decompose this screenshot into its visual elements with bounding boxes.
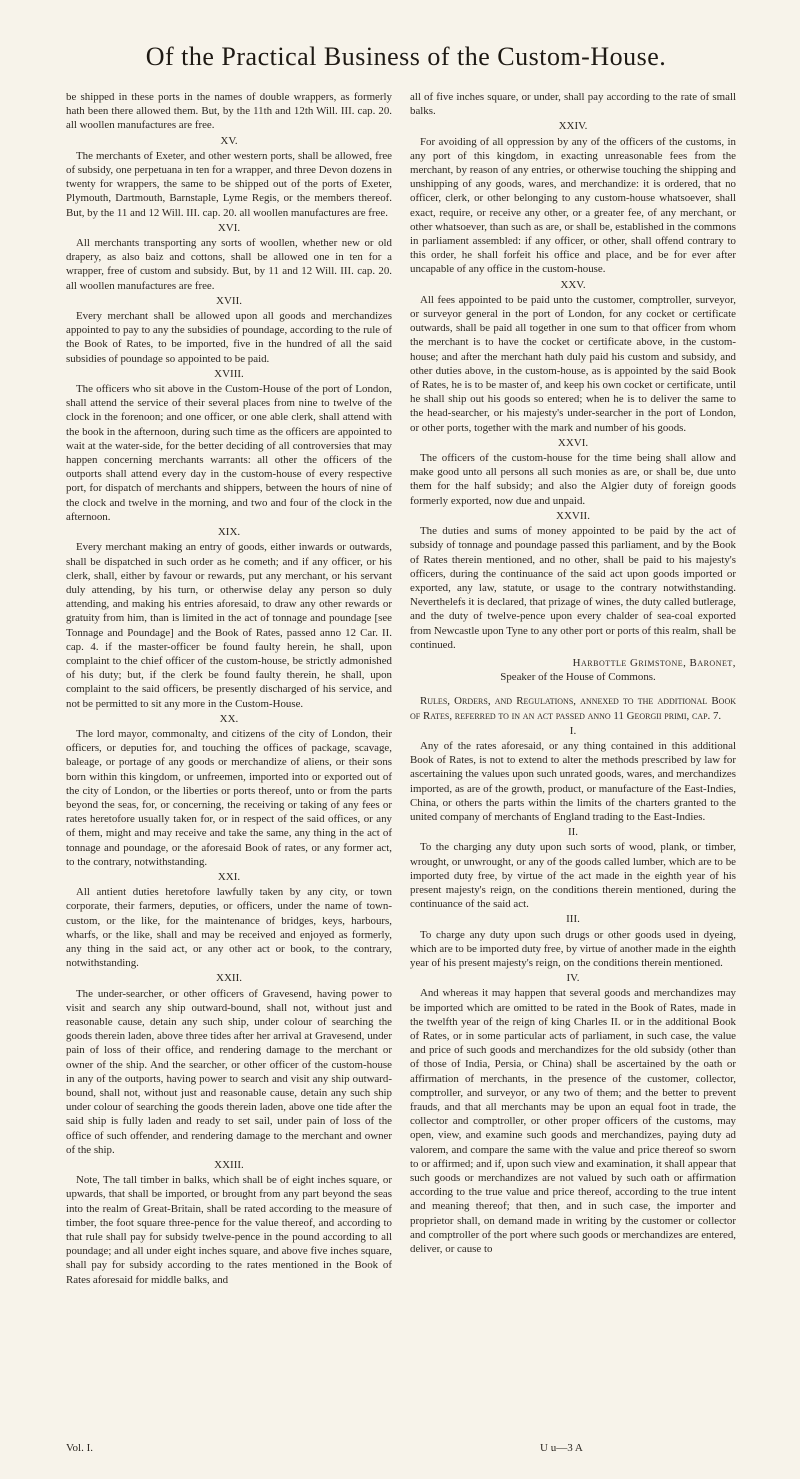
paragraph: The lord mayor, commonalty, and citizens of the city of London, their officers, or deputies for, and touching the offices of package, scavage, baleage, or portage of any goods or merchandize of aliens, or their sons born within this kingdom, or unfreemen, imported into or exported out of the city of London, or the liberties or ports thereof, unto or from the parts beyond the seas, for, or concerning, the receiving or taking of any fees or rates heretofore usually taken for, or in respect of the said offices, or any of them, might and may receive and take the same, any thing in the act of tonnage and poundage, or the aforesaid Book of rates, or any former act, to the contrary, notwithstanding.: [66, 727, 392, 868]
signature-mark: U u—3 A: [540, 1442, 583, 1454]
paragraph: And whereas it may happen that several goods and merchandizes may be imported which are omitted to be rated in the Book of Rates, made in the twelfth year of the reign of king Charles II. or in the additional Book of Rates, or in some particular acts of parliament, in such case, the value and price of such goods and merchandizes for the old subsidy (other than of those of India, Persia, or China) shall be ascertained by the oath or affirmation of merchants, in the presence of the customer, collector, comptroller, and surveyor, or any two of them; and the better to prevent frauds, and that all merchants may be upon an equal foot in trade, the collector and comptroller, or other proper officers of the customs, may open, view, and examine such goods and merchandizes, paying duty ad valorem, and compare the same with the value and price thereof so sworn to or affirmed; and if, upon such view and examination, it shall appear that such goods or merchandizes are not valued by such oath or affirmation according to the true value and price thereof, according to the true intent and meaning thereof; that then, and in such case, the importer and proprietor shall, on demand made in writing by the customer or collector and comptroller of the port where such goods or merchandizes are entered, deliver, or cause to: [410, 987, 736, 1256]
left-column: [66, 90, 392, 1450]
paragraph: Every merchant making an entry of goods, either inwards or outwards, shall be dispatched in such order as he cometh; and if any officer, or his clerk, shall, either by favour or rewards, put any merchant, or his servant duly attending, by his turn, or otherwise delay any person so duly attending, and making his entries aforesaid, to draw any other rewards or gratuity from him, than is limited in the act of tonnage and poundage [see Tonnage and Poundage] and the Book of Rates, passed anno 12 Car. II. cap. 4. if the master-officer be found faulty herein, he shall, upon complaint to the chief officer of the custom-house, be strictly admonished of his duty; but, if the clerk be found faulty therein, he shall, upon complaint to the said officers, be presently discharged of his service, and not be permitted to sit any more in the Custom-House.: [66, 541, 392, 710]
running-header: Of the Practical Business of the Custom-House.: [145, 42, 667, 71]
section-number: XXI.: [217, 870, 241, 883]
paragraph: The officers who sit above in the Custom-House of the port of London, shall attend the service of their several places from nine to twelve of the clock in the forenoon; and one officer, or one able clerk, shall attend with the book in the afternoon, during such time as the officers are appointed to wait at the water-side, for the better deciding of all controversies that may happen concerning merchants warrants: all other the officers of the outports shall attend every day in the custom-house of every respective port, for dispatch of merchants and shippers, between the hours of nine of the clock and twelve in the morning, and two and four of the clock in the afternoon.: [66, 383, 392, 523]
section-number: XVIII.: [214, 367, 244, 380]
section-number: XXIV.: [558, 120, 588, 133]
section-number: XXII.: [216, 972, 242, 985]
volume-label: Vol. I.: [66, 1442, 93, 1454]
section-number: XVI.: [217, 221, 241, 234]
two-column-body: [66, 90, 736, 1450]
section-number: XXIII.: [214, 1159, 244, 1172]
signatory-name: Harbottle Grimstone, Baronet,: [572, 656, 736, 669]
paragraph: The officers of the custom-house for the time being shall allow and make good unto all persons all such monies as are, or shall be, due unto them for the half subsidy; and also the Algier duty of foreign goods formerly exported, now due and unpaid.: [410, 452, 736, 507]
section-number: XVII.: [216, 294, 242, 307]
paragraph: All fees appointed to be paid unto the customer, comptroller, surveyor, or surveyor general in the port of London, for any cocket or certificate outwards, shall be paid all together in one sum to that officer from whom the merchant is to have the cocket or certificate above, in the custom-house; and after the merchant hath duly paid his custom and subsidy, and other duties above, in the custom-house, as is appointed by the said Book of Rates, he is to be master of, and keep his own cocket or certificate, until he shall ship out his goods so entered; when he is to deliver the same to the head-searcher, or his majesty's under-searcher in the port of London, or other ports, together with the mark and number of his goods.: [410, 293, 736, 434]
section-number: XIX.: [217, 526, 241, 539]
paragraph: The duties and sums of money appointed to be paid by the act of subsidy of tonnage and poundage passed this parliament, and by the Book of Rates therein mentioned, and no other, shall be paid to his majesty's officers, during the continuance of the said act upon goods imported or exported, any law, statute, or usage to the contrary notwithstanding. Neverthelefs it is declared, that prizage of wines, the duty called butlerage, and the duty of twelve-pence upon every chalder of sea-coal exported from Newcastle upon Tyne to any other port or ports of this realm, shall be continued.: [410, 525, 736, 651]
paragraph: To the charging any duty upon such sorts of wood, plank, or timber, wrought, or unwrought, or any of the goods called lumber, which are to be imported duty free, by virtue of the act made in the eighth year of his present majesty's reign, on the conditions therein mentioned, during the continuance of the said act.: [410, 841, 736, 911]
paragraph: To charge any duty upon such drugs or other goods used in dyeing, which are to be imported duty free, by virtue of another made in the eighth year of his present majesty's reign, on the conditions therein mentioned.: [410, 928, 736, 969]
section-number: XV.: [220, 134, 238, 147]
paragraph: All merchants transporting any sorts of woollen, whether new or old drapery, as also baiz and cottons, shall be allowed one in ten for a wrapper, free of custom and subsidy. But, by 11 and 12 Will. III. cap. 20. all woollen manufactures are free.: [66, 237, 392, 292]
paragraph: all of five inches square, or under, shall pay according to the rate of small balks.: [410, 91, 736, 118]
section-number: XXVI.: [557, 436, 589, 449]
section-number: XXVII.: [556, 509, 590, 522]
section-number: III.: [566, 913, 580, 926]
section-number: IV.: [566, 972, 580, 985]
right-column: [410, 90, 736, 1450]
rules-heading: Rules, Orders, and Regulations, annexed to the additional Book of Rates, referred to in an act passed anno 11 Georgii primi, cap. 7.: [410, 695, 736, 722]
paragraph: The under-searcher, or other officers of Gravesend, having power to visit and search any ship outward-bound, shall not, without just and reasonable cause, detain any such ship, under colour of searching the goods therein laden, above three tides after her arrival at Gravesend, under pain of loss of their office, and rendering damage to the merchant or owner of the ship. And the searcher, or other officer of the custom-house in any of the outports, having power to search and visit any ship outward-bound, shall not, without just and reasonable cause, detain any such ship under colour of searching the goods therein laden, above one tide after the said ship is fully laden and ready to set sail, under pain of loss of the office of such offender, and rendering damage to the merchant and owner of the ship.: [66, 987, 392, 1156]
section-number: XXV.: [560, 278, 586, 291]
paragraph: For avoiding of all oppression by any of the officers of the customs, in any port of this kingdom, in exacting unreasonable fees from the merchant, by reason of any entries, or otherwise touching the shipping and unshipping of any goods, wares, and merchandize: it is ordered, that no officer, clerk, or other belonging to any custom-house whatsoever, shall exact, require, or receive any other, or a greater fee, of any merchant, or other whatsoever, than such as are, or shall be, established in the commons in parliament assembled: if any officer, or other, shall offend contrary to this order, he shall forfeit his office and place, and be for ever after uncapable of any office in the custom-house.: [410, 135, 736, 276]
paragraph: All antient duties heretofore lawfully taken by any city, or town corporate, their farmers, deputies, or officers, under the name of town-custom, or the like, for the maintenance of bridges, keys, harbours, wharfs, or the like, shall and may be received and enjoyed as formerly, any thing in the said act, or any other act or book, to the contrary, notwithstanding.: [66, 886, 392, 970]
paragraph: Note, The tall timber in balks, which shall be of eight inches square, or upwards, that shall be imported, or brought from any part beyond the seas into the realm of Great-Britain, shall be rated according to the measure of timber, the foot square three-pence for the value thereof, and according to that rule shall pay for subsidy twelve-pence in the pound according to all poundage; and all under eight inches square, and above five inches square, shall pay for subsidy according to the rates mentioned in the Book of Rates aforesaid for middle balks, and: [66, 1174, 392, 1286]
signatory-title: Speaker of the House of Commons.: [500, 671, 656, 684]
paragraph: The merchants of Exeter, and other western ports, shall be allowed, free of subsidy, one perpetuana in ten for a wrapper, and three Devon dozens in twenty for wrappers, the same to be shipped out of the ports of Exeter, Plymouth, Dartmouth, Barnstaple, Lyme Regis, or the members thereof. But, by the 11 and 12 Will. III. cap. 20. all woollen manufactures are free.: [66, 149, 392, 219]
paragraph: Every merchant shall be allowed upon all goods and merchandizes appointed to pay to any the subsidies of poundage, according to the rule of the Book of Rates, to be imported, five in the hundred of all the said subsidies of poundage so appointed to be paid.: [66, 310, 392, 365]
section-number: II.: [567, 826, 579, 839]
section-number: XX.: [219, 712, 239, 725]
section-number: I.: [569, 724, 577, 737]
paragraph: Any of the rates aforesaid, or any thing contained in this additional Book of Rates, is not to extend to alter the methods prescribed by law for ascertaining the values upon such unrated goods, wares, and merchandizes imported, as are of the growth, product, or manufacture of the East-Indies, China, or others the parts within the limits of the charters granted to the united company of merchants of England trading to the East-Indies.: [410, 739, 736, 823]
paragraph: be shipped in these ports in the names of double wrappers, as formerly hath been there allowed them. But, by the 11th and 12th Will. III. cap. 20. all woollen manufactures are free.: [66, 91, 392, 132]
